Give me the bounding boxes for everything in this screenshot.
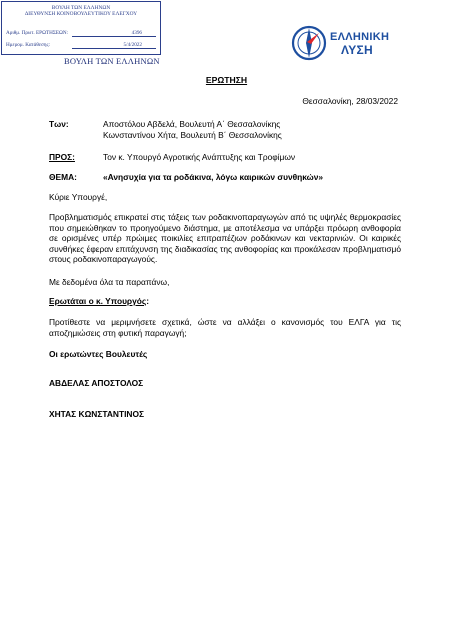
logo-text-line1: ΕΛΛΗΝΙΚΗ bbox=[330, 31, 390, 43]
document-title: ΕΡΩΤΗΣΗ bbox=[205, 75, 248, 85]
stamp-protocol-value: 4396 bbox=[72, 30, 156, 37]
salutation: Κύριε Υπουργέ, bbox=[49, 192, 108, 202]
signers-label: Οι ερωτώντες Βουλευτές bbox=[49, 349, 148, 359]
logo-text-line2: ΛΥΣΗ bbox=[341, 43, 373, 57]
question-heading bbox=[49, 296, 401, 307]
stamp-date-row bbox=[6, 42, 156, 49]
compass-icon bbox=[290, 24, 328, 62]
signer-2: ΧΗΤΑΣ ΚΩΝΣΤΑΝΤΙΝΟΣ bbox=[49, 409, 144, 419]
subject-value: «Ανησυχία για τα ροδάκινα, λόγω καιρικών συνθηκών» bbox=[103, 172, 324, 182]
from-label: Των: bbox=[49, 119, 69, 129]
stamp-footer: ΒΟΥΛΗ ΤΩΝ ΕΛΛΗΝΩΝ bbox=[64, 56, 160, 66]
question-label: Ερωτάται ο κ. Υπουργός bbox=[49, 296, 147, 306]
stamp-header-line1: ΒΟΥΛΗ ΤΩΝ ΕΛΛΗΝΩΝ bbox=[51, 5, 111, 11]
subject-label: ΘΕΜΑ: bbox=[49, 172, 77, 182]
paragraph-1: Προβληματισμός επικρατεί στις τάξεις των ροδακινοπαραγωγών από τις υψηλές θερμοκρασίες που σημειώθηκαν το προηγούμενο διάστημα, με αποτέλεσμα να υπάρξει πρόωρη ανθοφορία σε ορισμένες υπέρ πρώιμες ποικιλίες επιτραπέζιων ροδάκινων και νεκταρινιών. Οι καιρικές συνθήκες έφεραν επιτάχυνση της διαδικασίας της ανθοφορίας και προκάλεσαν προβληματισμό στους ροδακινοπαραγωγούς. bbox=[49, 212, 401, 264]
from-line2: Κωνσταντίνου Χήτα, Βουλευτή Β΄ Θεσσαλονίκης bbox=[103, 130, 282, 140]
place-date: Θεσσαλονίκη, 28/03/2022 bbox=[302, 96, 398, 106]
stamp-header-line2: ΔΙΕΥΘΥΝΣΗ ΚΟΙΝΟΒΟΥΛΕΥΤΙΚΟΥ ΕΛΕΓΧΟΥ bbox=[24, 11, 138, 18]
to-label: ΠΡΟΣ: bbox=[49, 152, 75, 162]
stamp-protocol-label: Αριθμ. Πρωτ. ΕΡΩΤΗΣΕΩΝ: bbox=[6, 30, 69, 36]
parliament-stamp bbox=[1, 1, 161, 55]
question-colon: : bbox=[146, 296, 150, 306]
from-line1: Αποστόλου Αβδελά, Βουλευτή Α΄ Θεσσαλονίκης bbox=[103, 119, 281, 129]
signer-1: ΑΒΔΕΛΑΣ ΑΠΟΣΤΟΛΟΣ bbox=[49, 378, 144, 388]
stamp-date-label: Ημερομ. Κατάθεσης: bbox=[6, 42, 51, 48]
stamp-date-value: 5/4/2022 bbox=[72, 42, 156, 49]
question-text: Προτίθεστε να μεριμνήσετε σχετικά, ώστε να αλλάξει ο κανονισμός του ΕΛΓΑ για τις αποζημιώσεις στη φυτική παραγωγή; bbox=[49, 317, 401, 338]
stamp-protocol-row bbox=[6, 30, 156, 37]
party-logo bbox=[290, 22, 420, 64]
to-value: Τον κ. Υπουργό Αγροτικής Ανάπτυξης και Τροφίμων bbox=[103, 152, 296, 162]
paragraph-2: Με δεδομένα όλα τα παραπάνω, bbox=[49, 277, 170, 287]
stamp-header bbox=[2, 2, 160, 18]
